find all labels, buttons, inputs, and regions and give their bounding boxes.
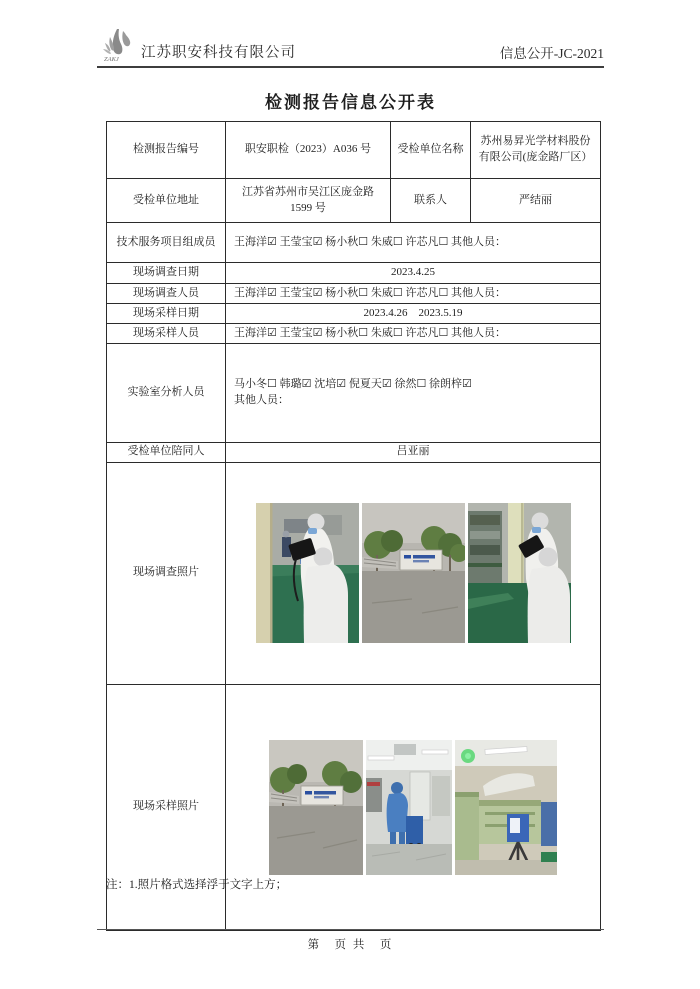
unit-name-label: 受检单位名称 [391,122,471,179]
sampling-staff-value: 王海洋☑ 王莹宝☑ 杨小秋☐ 朱威☐ 许芯凡☐ 其他人员： [226,324,601,344]
table-row [107,324,601,344]
page-header [97,26,604,68]
survey-photos-cell [226,462,601,684]
page-number: 第 页 共 页 [307,939,394,951]
footer-divider [97,929,604,930]
unit-name-value: 苏州易昇光学材料股份有限公司(庞金路厂区） [471,122,601,179]
sampling-photos-cell [226,684,601,930]
team-value: 王海洋☑ 王莹宝☑ 杨小秋☐ 朱威☐ 许芯凡☐ 其他人员： [226,223,601,263]
address-value: 江苏省苏州市吴江区庞金路 1599 号 [226,179,391,223]
sampling-photo-blue-suit-worker [366,740,452,875]
survey-date-label: 现场调查日期 [107,263,226,284]
survey-photo-factory-inspectors-tablet [256,503,359,643]
escort-value: 吕亚丽 [226,442,601,462]
info-table [106,121,601,931]
sampling-date-label: 现场采样日期 [107,304,226,324]
table-row [107,304,601,324]
report-no-label: 检测报告编号 [107,122,226,179]
table-row [107,223,601,263]
contact-label: 联系人 [391,179,471,223]
survey-photos-label: 现场调查照片 [107,462,226,684]
logo-text: ZAKJ [104,56,119,63]
survey-date-value: 2023.4.25 [226,263,601,284]
escort-label: 受检单位陪同人 [107,442,226,462]
address-label: 受检单位地址 [107,179,226,223]
report-no-value: 职安职检（2023）A036 号 [226,122,391,179]
survey-staff-label: 现场调查人员 [107,284,226,304]
table-row [107,122,601,179]
team-label: 技术服务项目组成员 [107,223,226,263]
sampling-photos-label: 现场采样照片 [107,684,226,930]
table-row [107,179,601,223]
page-title: 检测报告信息公开表 [265,93,436,112]
table-row [107,442,601,462]
sampling-date-value: 2023.4.26 2023.5.19 [226,304,601,324]
table-row [107,684,601,930]
survey-staff-value: 王海洋☑ 王莹宝☑ 杨小秋☐ 朱威☐ 许芯凡☐ 其他人员： [226,284,601,304]
doc-code: 信息公开-JC-2021 [499,46,604,61]
company-name: 江苏职安科技有限公司 [141,45,296,61]
footnote: 注：1.照片格式选择浮于文字上方； [106,879,288,891]
contact-value: 严结丽 [471,179,601,223]
table-row [107,462,601,684]
table-row [107,263,601,284]
table-row [107,284,601,304]
table-row [107,344,601,443]
sampling-staff-label: 现场采样人员 [107,324,226,344]
survey-photo-inspectors-clipboard [468,503,571,643]
company-logo-icon [97,27,139,63]
lab-staff-label: 实验室分析人员 [107,344,226,443]
survey-photo-factory-gate [362,503,465,643]
sampling-photo-factory-gate [269,740,363,875]
lab-staff-value: 马小冬☐ 韩璐☑ 沈培☑ 倪夏天☑ 徐然☐ 徐朗梓☑ 其他人员： [226,344,601,443]
sampling-photo-machine-tripod [455,740,557,875]
